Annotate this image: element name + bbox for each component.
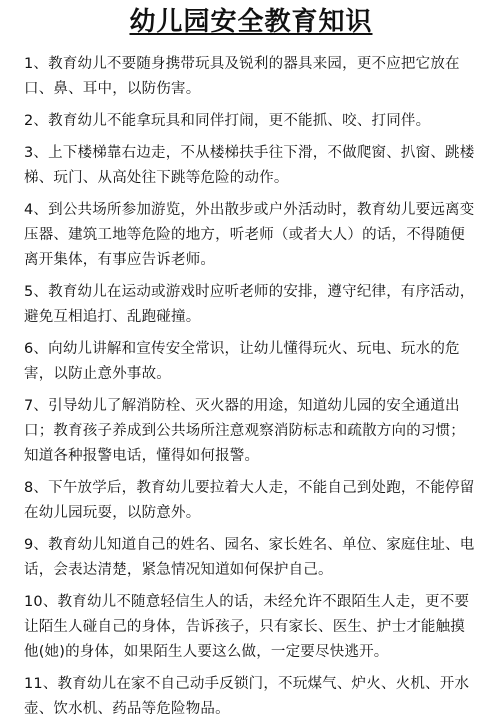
list-item: 8、下午放学后，教育幼儿要拉着大人走，不能自己到处跑，不能停留在幼儿园玩耍，以防意外。	[24, 480, 475, 521]
list-item: 5、教育幼儿在运动或游戏时应听老师的安排，遵守纪律，有序活动，避免互相追打、乱跑碰撞。	[24, 284, 475, 325]
list-item: 3、上下楼梯靠右边走，不从楼梯扶手往下滑，不做爬窗、扒窗、跳楼梯、玩门、从高处往下跳等危险的动作。	[24, 145, 475, 186]
list-item: 7、引导幼儿了解消防栓、灭火器的用途，知道幼儿园的安全通道出口；教育孩子养成到公共场所注意观察消防标志和疏散方向的习惯；知道各种报警电话，懂得如何报警。	[24, 398, 465, 464]
list-item: 11、教育幼儿在家不自己动手反锁门，不玩煤气、炉火、火机、开水壶、饮水机、药品等危险物品。	[24, 676, 470, 717]
list-item: 4、到公共场所参加游览，外出散步或户外活动时，教育幼儿要远离变压器、建筑工地等危险的地方，听老师（或者大人）的话，不得随便离开集体，有事应告诉老师。	[24, 202, 475, 268]
page-title: 幼儿园安全教育知识	[129, 7, 373, 37]
list-item: 1、教育幼儿不要随身携带玩具及锐利的器具来园，更不应把它放在口、鼻、耳中，以防伤害。	[24, 56, 460, 97]
list-item: 9、教育幼儿知道自己的姓名、园名、家长姓名、单位、家庭住址、电话，会表达清楚，紧急情况知道如何保护自己。	[24, 537, 475, 578]
list-item: 10、教育幼儿不随意轻信生人的话，未经允许不跟陌生人走，更不要让陌生人碰自己的身体，告诉孩子，只有家长、医生、护士才能触摸他(她)的身体，如果陌生人要这么做，一定要尽快逃开。	[24, 594, 470, 660]
safety-rules-list	[24, 52, 478, 722]
list-item: 6、向幼儿讲解和宣传安全常识，让幼儿懂得玩火、玩电、玩水的危害，以防止意外事故。	[24, 341, 460, 382]
list-item: 2、教育幼儿不能拿玩具和同伴打闹，更不能抓、咬、打同伴。	[24, 113, 431, 129]
